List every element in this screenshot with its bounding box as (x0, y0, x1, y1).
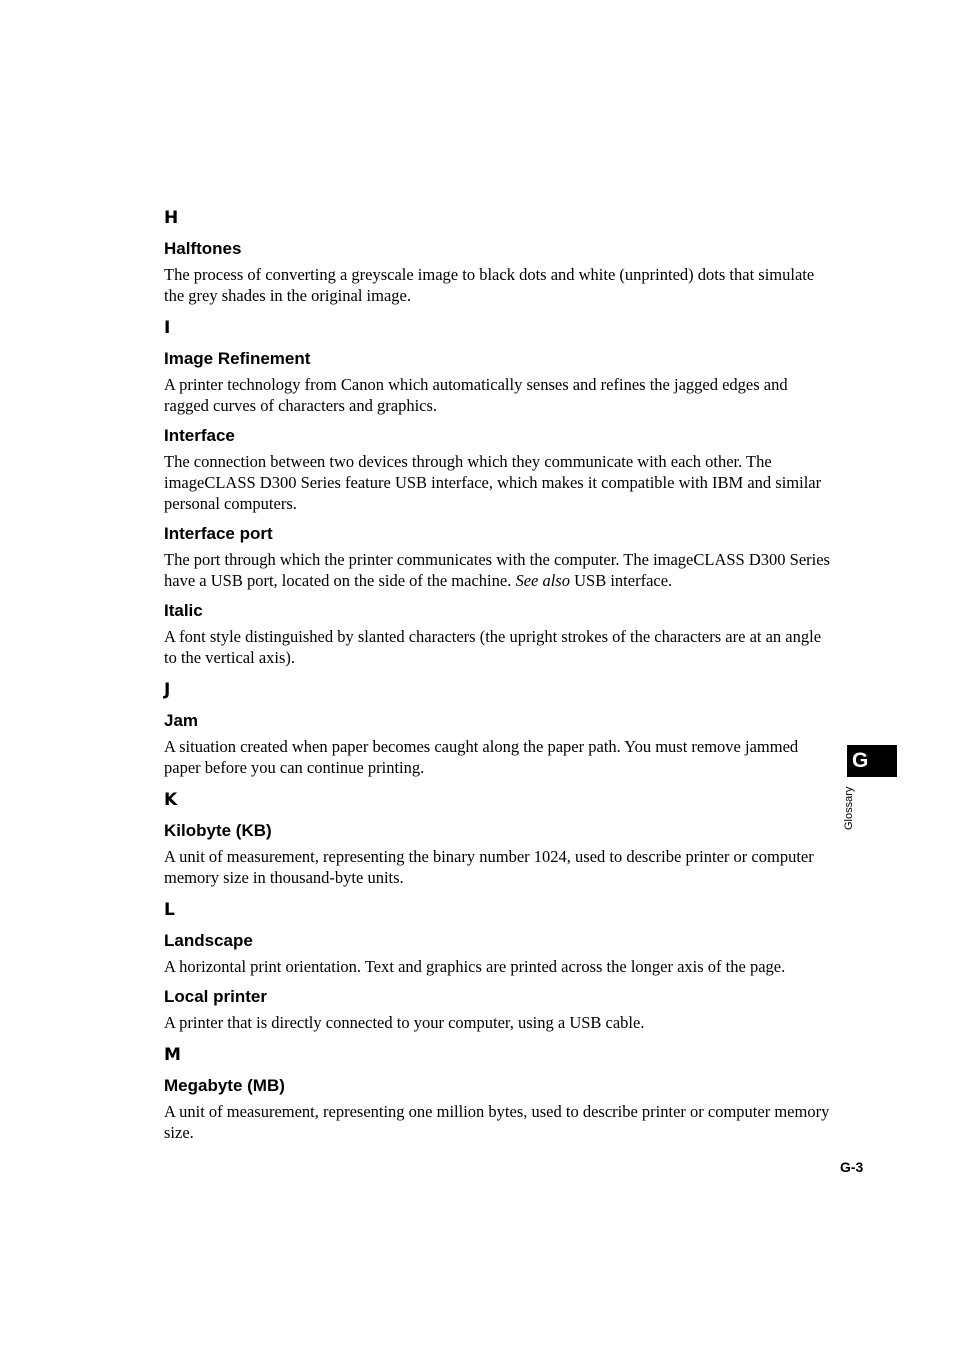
chapter-tab: G (847, 745, 897, 777)
term-image-refinement: Image Refinement (164, 349, 311, 368)
term-interface-port: Interface port (164, 524, 273, 543)
definition-local-printer: A printer that is directly connected to your computer, using a USB cable. (164, 1013, 645, 1032)
definition-kilobyte: A unit of measurement, representing the binary number 1024, used to describe printer or computer memory size in thousand-byte units. (164, 847, 814, 887)
term-megabyte: Megabyte (MB) (164, 1076, 285, 1095)
section-letter-i: I (164, 318, 171, 338)
definition-interface-port-text: The port through which the printer communicates with the computer. The imageCLASS D300 Series have a USB port, located on the side of the machine. (164, 550, 830, 590)
definition-megabyte: A unit of measurement, representing one million bytes, used to describe printer or computer memory size. (164, 1102, 830, 1142)
definition-landscape: A horizontal print orientation. Text and graphics are printed across the longer axis of the page. (164, 957, 786, 976)
definition-jam: A situation created when paper becomes caught along the paper path. You must remove jammed paper before you can continue printing. (164, 737, 799, 777)
section-letter-m: M (164, 1045, 181, 1065)
term-italic: Italic (164, 601, 203, 620)
term-halftones: Halftones (164, 239, 242, 258)
term-landscape: Landscape (164, 931, 253, 950)
term-kilobyte: Kilobyte (KB) (164, 821, 272, 840)
definition-halftones: The process of converting a greyscale image to black dots and white (unprinted) dots that simulate the grey shades in the original image. (164, 265, 815, 305)
term-local-printer: Local printer (164, 987, 267, 1006)
section-letter-j: J (164, 680, 171, 700)
glossary-content (164, 208, 834, 1151)
definition-interface-port (164, 549, 834, 591)
term-interface: Interface (164, 426, 235, 445)
section-letter-l: L (164, 900, 175, 920)
see-also-reference: See also (515, 571, 570, 590)
definition-interface: The connection between two devices through which they communicate with each other. The imageCLASS D300 Series feature USB interface, which makes it compatible with IBM and similar personal computers. (164, 452, 822, 513)
chapter-tab-label: Glossary (843, 786, 855, 830)
section-letter-h: H (164, 208, 179, 228)
definition-interface-port-link-text: USB interface. (569, 571, 673, 590)
definition-image-refinement: A printer technology from Canon which automatically senses and refines the jagged edges and ragged curves of characters and graphics. (164, 375, 788, 415)
page-number: G-3 (840, 1159, 864, 1175)
section-letter-k: K (164, 790, 178, 810)
term-jam: Jam (164, 711, 199, 730)
definition-italic: A font style distinguished by slanted characters (the upright strokes of the characters are at an angle to the vertical axis). (164, 627, 822, 667)
